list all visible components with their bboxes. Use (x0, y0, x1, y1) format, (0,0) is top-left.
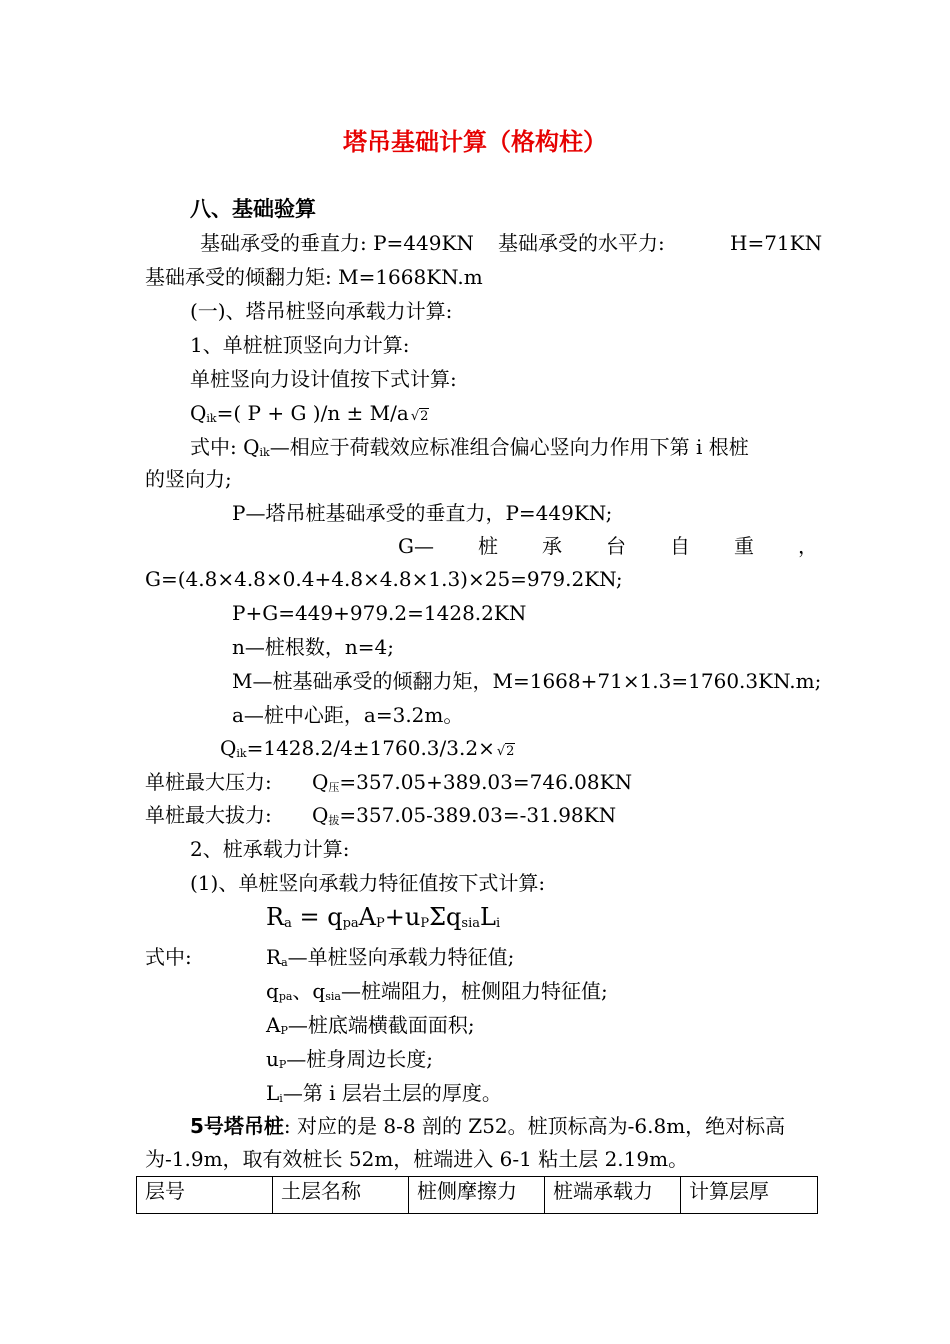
where-continuation: 的竖向力; (145, 467, 232, 491)
def-symbol: A (266, 1013, 281, 1037)
where-prefix: 式中: Q (190, 435, 260, 459)
eq-a: A (358, 903, 376, 931)
g-def-char: 台 (605, 534, 626, 558)
g-def-char: 桩 (477, 534, 498, 558)
max-uplift-label: 单桩最大拔力: (145, 803, 272, 827)
horizontal-force-label: 基础承受的水平力: (498, 231, 665, 255)
section-heading: 八、基础验算 (190, 197, 316, 221)
def-text: —第 i 层岩土层的厚度。 (282, 1081, 502, 1105)
def-symbol: u (266, 1047, 279, 1071)
def-ra (266, 944, 514, 976)
eq-sub-p: P (420, 916, 430, 931)
g-def-char: 重 (733, 534, 754, 558)
p-plus-g: P+G=449+979.2=1428.2KN (232, 601, 527, 625)
def-symbol: q (266, 979, 279, 1003)
formula-intro: 单桩竖向力设计值按下式计算: (190, 367, 457, 391)
def-subscript: P (278, 1058, 287, 1071)
document-title: 塔吊基础计算（格构柱） (343, 128, 607, 156)
m-definition: M—桩基础承受的倾翻力矩，M=1668+71×1.3=1760.3KN.m; (232, 669, 822, 693)
eq-part: +u (384, 903, 421, 931)
g-def-char: 承 (541, 534, 562, 558)
pile5-line1 (190, 1113, 785, 1139)
sqrt-radicand: 2 (420, 409, 429, 424)
capacity-equation (266, 902, 500, 939)
def-text: —桩端阻力，桩侧阻力特征值; (340, 979, 608, 1003)
subheading-2-1: (1)、单桩竖向承载力特征值按下式计算: (190, 871, 546, 895)
eq-sub-i: i (495, 916, 501, 931)
def-symbol: L (266, 1081, 280, 1105)
q-symbol: Q (312, 803, 329, 827)
g-def-char: G— (398, 534, 434, 558)
g-definition-line (398, 533, 818, 559)
def-symbol: 、q (292, 979, 326, 1003)
compression-result: =357.05+389.03=746.08KN (339, 770, 633, 794)
sqrt-radicand: 2 (506, 744, 515, 759)
uplift-result: =357.05-389.03=-31.98KN (339, 803, 617, 827)
def-subscript: P (280, 1024, 288, 1037)
formula-body: =( P + G )/n ± M/a (216, 401, 409, 425)
where-ik-subscript: ik (259, 446, 270, 459)
def-qpa-qsia (266, 978, 608, 1010)
calc-ik-subscript: ik (236, 747, 247, 760)
eq-sum: Σq (429, 903, 462, 931)
def-text: —桩底端横截面面积; (287, 1013, 475, 1037)
sqrt-symbol: √2 (410, 409, 429, 424)
def-subscript: sia (325, 990, 341, 1003)
g-calculation: G=(4.8×4.8×0.4+4.8×4.8×1.3)×25=979.2KN; (145, 567, 623, 591)
formula-q-symbol: Q (190, 401, 207, 425)
max-compression-label: 单桩最大压力: (145, 770, 272, 794)
def-subscript: pa (278, 990, 293, 1003)
max-compression-value (312, 769, 632, 801)
eq-sub-sia: sia (461, 916, 481, 931)
pile5-text1: : 对应的是 8-8 剖的 Z52。桩顶标高为-6.8m，绝对标高 (283, 1114, 786, 1138)
def-text: —桩身周边长度; (286, 1047, 434, 1071)
calc-body: =1428.2/4±1760.3/3.2× (246, 736, 495, 760)
part1-heading: (一)、塔吊桩竖向承载力计算: (190, 299, 453, 323)
subheading-2: 2、桩承载力计算: (190, 837, 350, 861)
table-header-cell: 桩侧摩擦力 (409, 1177, 545, 1214)
g-def-char: 自 (669, 534, 690, 558)
def-ap (266, 1012, 475, 1044)
vertical-force-text: 基础承受的垂直力: P=449KN (200, 231, 474, 255)
pile5-label: 5号塔吊桩 (190, 1114, 284, 1138)
formula-qik (190, 400, 429, 432)
uplift-subscript: 拔 (328, 814, 340, 827)
n-definition: n—桩根数，n=4; (232, 635, 394, 659)
sqrt-symbol: √2 (496, 744, 515, 759)
q-symbol: Q (312, 770, 329, 794)
where-label: 式中: (145, 945, 192, 969)
qik-calculation (220, 735, 515, 767)
def-symbol: R (266, 945, 282, 969)
subheading-1: 1、单桩桩顶竖向力计算: (190, 333, 410, 357)
pile5-line2: 为-1.9m，取有效桩长 52m，桩端进入 6-1 粘土层 2.19m。 (145, 1147, 689, 1171)
eq-sub-p: P (376, 916, 385, 931)
def-up (266, 1046, 433, 1078)
p-definition: P—塔吊桩基础承受的垂直力，P=449KN; (232, 501, 613, 525)
eq-r: R (266, 903, 285, 931)
def-text: —单桩竖向承载力特征值; (287, 945, 515, 969)
table-header-cell: 土层名称 (273, 1177, 409, 1214)
a-definition: a—桩中心距，a=3.2m。 (232, 703, 464, 727)
table-header-cell: 层号 (137, 1177, 273, 1214)
horizontal-force-value: H=71KN (730, 231, 823, 255)
formula-ik-subscript: ik (206, 412, 217, 425)
table-header-row (137, 1177, 818, 1214)
eq-l: L (480, 903, 496, 931)
eq-part: = q (291, 903, 343, 931)
def-subscript: i (279, 1092, 283, 1105)
def-subscript: a (281, 956, 288, 969)
table-header-cell: 桩端承载力 (545, 1177, 681, 1214)
where-line (190, 434, 749, 466)
soil-layer-table (136, 1176, 818, 1214)
eq-sub-a: a (284, 916, 292, 931)
overturning-moment-text: 基础承受的倾翻力矩: M=1668KN.m (145, 265, 483, 289)
eq-sub-pa: pa (342, 916, 359, 931)
calc-q-symbol: Q (220, 736, 237, 760)
compression-subscript: 压 (328, 781, 340, 794)
def-li (266, 1080, 502, 1112)
g-def-char: ， (797, 534, 818, 558)
where-description: —相应于荷载效应标准组合偏心竖向力作用下第 i 根桩 (269, 435, 749, 459)
max-uplift-value (312, 802, 616, 834)
table-header-cell: 计算层厚 (681, 1177, 818, 1214)
